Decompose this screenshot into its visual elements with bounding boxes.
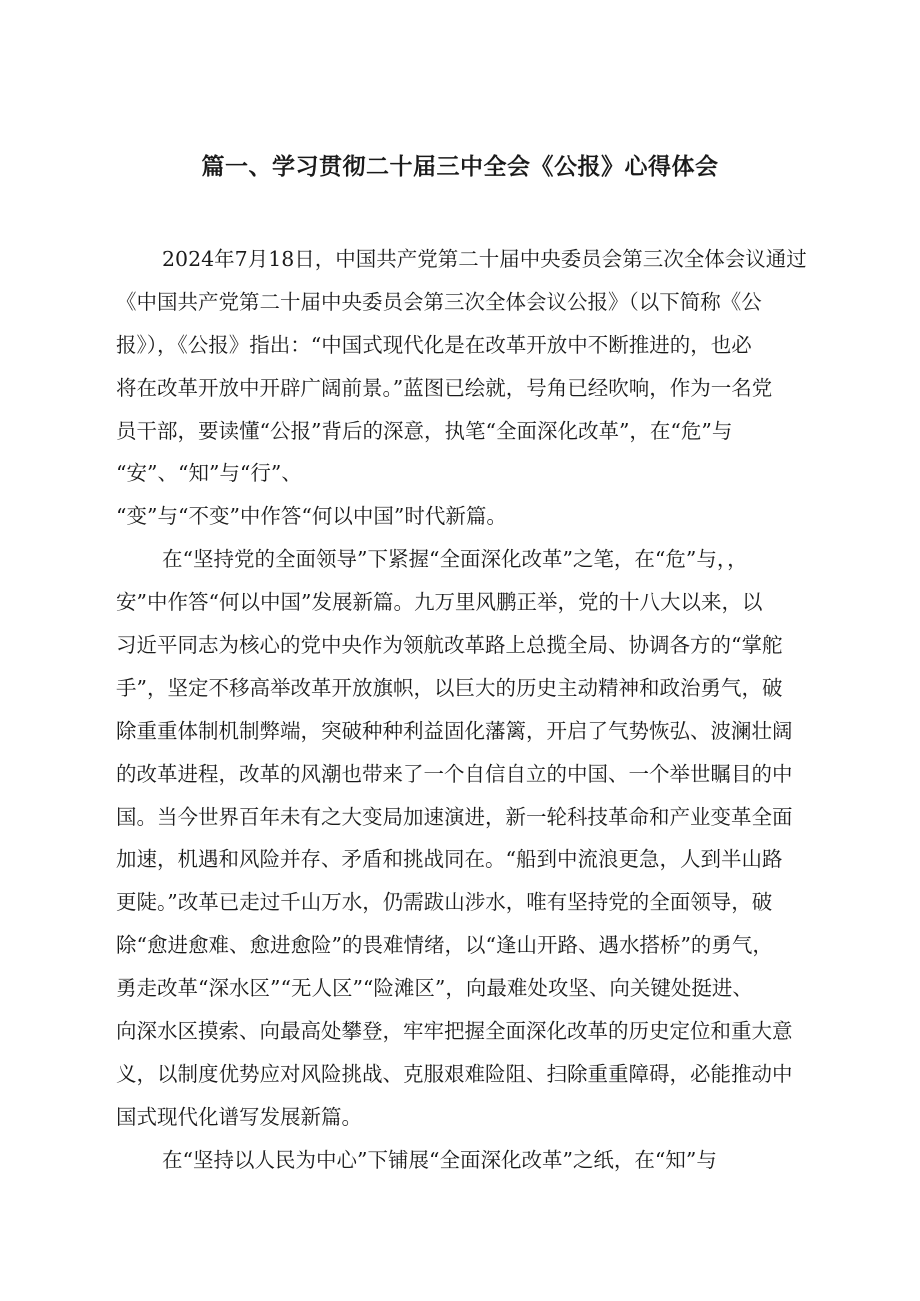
- paragraph-3-line-5: 除重重体制机制弊端，突破种种利益固化藩篱，开启了气势恢弘、波澜壮阔: [116, 718, 793, 743]
- paragraph-3-line-1: 在“坚持党的全面领导”下紧握“全面深化改革”之笔，在“危”与，，: [162, 547, 748, 572]
- paragraph-3-line-10: 除“愈进愈难、愈进愈险”的畏难情绪，以“逢山开路、遇水搭桥”的勇气，: [116, 933, 773, 958]
- paragraph-1-line-5: 员干部，要读懂“公报”背后的深意，执笔“全面深化改革”，在“危”与: [116, 418, 733, 443]
- paragraph-2-line-1: “变”与“不变”中作答“何以中国”时代新篇。: [116, 504, 507, 529]
- paragraph-3-line-8: 加速，机遇和风险并存、矛盾和挑战同在。“船到中流浪更急，人到半山路: [116, 847, 783, 872]
- paragraph-3-line-3: 习近平同志为核心的党中央作为领航改革路上总揽全局、协调各方的“掌舵: [116, 633, 783, 658]
- document-title: 篇一、学习贯彻二十届三中全会《公报》心得体会: [201, 154, 719, 180]
- document-body: [116, 238, 816, 1182]
- paragraph-3-line-4: 手”，坚定不移高举改革开放旗帜，以巨大的历史主动精神和政治勇气，破: [116, 675, 783, 700]
- paragraph-1-line-1: 2024年7月18日，中国共产党第二十届中央委员会第三次全体会议通过: [162, 247, 807, 271]
- paragraph-3-line-12: 向深水区摸索、向最高处攀登，牢牢把握全面深化改革的历史定位和重大意: [116, 1019, 793, 1044]
- paragraph-3-line-7: 国。当今世界百年未有之大变局加速演进，新一轮科技革命和产业变革全面: [116, 804, 793, 829]
- paragraph-3-line-2: 安”中作答“何以中国”发展新篇。九万里风鹏正举，党的十八大以来，以: [116, 590, 763, 615]
- paragraph-4-line-1: 在“坚持以人民为中心”下铺展“全面深化改革”之纸，在“知”与: [162, 1147, 717, 1172]
- paragraph-3-line-11: 勇走改革“深水区”“无人区”“险滩区”，向最难处攻坚、向关键处挺进、: [116, 976, 753, 1001]
- paragraph-1-line-2: 《中国共产党第二十届中央委员会第三次全体会议公报》（以下简称《公: [116, 289, 762, 314]
- paragraph-3-line-6: 的改革进程，改革的风潮也带来了一个自信自立的中国、一个举世瞩目的中: [116, 761, 793, 786]
- paragraph-3-line-14: 国式现代化谱写发展新篇。: [116, 1104, 362, 1129]
- paragraph-3-line-13: 义，以制度优势应对风险挑战、克服艰难险阻、扫除重重障碍，必能推动中: [116, 1061, 793, 1086]
- paragraph-1-line-4: 将在改革开放中开辟广阔前景。”蓝图已绘就，号角已经吹响，作为一名党: [116, 375, 773, 400]
- paragraph-1-line-3: 报》），《公报》指出：“中国式现代化是在改革开放中不断推进的，也必: [116, 332, 752, 357]
- paragraph-1-line-6: “安”、“知”与“行”、: [116, 461, 302, 486]
- paragraph-3-line-9: 更陡。”改革已走过千山万水，仍需跋山涉水，唯有坚持党的全面领导，破: [116, 890, 773, 915]
